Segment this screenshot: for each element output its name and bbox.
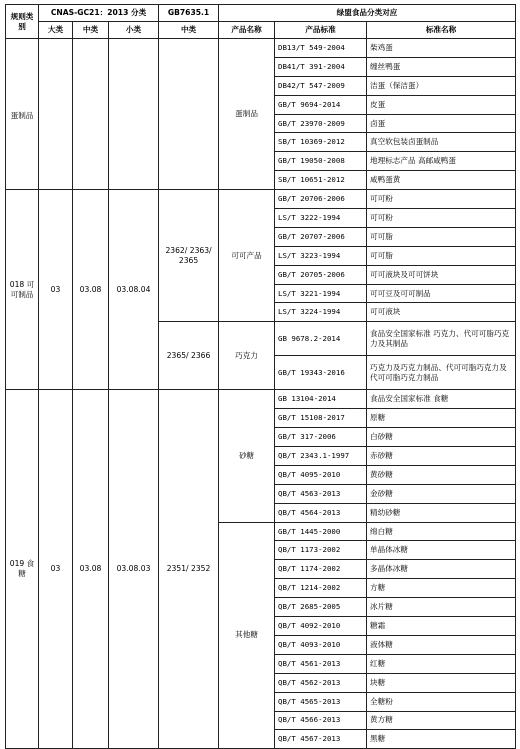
standard-name-cell: 咸鸭蛋黄 [367, 171, 516, 190]
standard-code-cell: QB/T 4561-2013 [275, 654, 367, 673]
gb-class-cell: 2365/ 2366 [159, 322, 219, 390]
header-mid-class: 中类 [73, 22, 109, 39]
standard-code-cell: QB/T 4566-2013 [275, 711, 367, 730]
standard-code-cell: GB/T 9694-2014 [275, 95, 367, 114]
big-class-cell: 03 [39, 390, 73, 749]
small-class-cell: 03.08.03 [109, 390, 159, 749]
standard-code-cell: GB/T 20705-2006 [275, 265, 367, 284]
standard-name-cell: 巧克力及巧克力制品、代可可脂巧克力及代可可脂巧克力制品 [367, 356, 516, 390]
standard-code-cell: QB/T 4092-2010 [275, 617, 367, 636]
standard-code-cell: GB 9678.2-2014 [275, 322, 367, 356]
standard-name-cell: 方糖 [367, 579, 516, 598]
standard-code-cell: QB/T 4567-2013 [275, 730, 367, 749]
standard-name-cell: 卤蛋 [367, 114, 516, 133]
standard-code-cell: QB/T 2685-2005 [275, 598, 367, 617]
standard-code-cell: GB/T 20707-2006 [275, 227, 367, 246]
header-gb-group: GB7635.1 [159, 5, 219, 22]
gb-class-cell [159, 39, 219, 190]
standard-name-cell: 白砂糖 [367, 428, 516, 447]
standard-name-cell: 柴鸡蛋 [367, 39, 516, 58]
standard-name-cell: 黄方糖 [367, 711, 516, 730]
header-gb-mid-class: 中类 [159, 22, 219, 39]
header-green-group: 绿盟食品分类对应 [219, 5, 516, 22]
standard-name-cell: 绵白糖 [367, 522, 516, 541]
mid-class-cell: 03.08 [73, 390, 109, 749]
standard-name-cell: 洁蛋（保洁蛋） [367, 76, 516, 95]
standard-name-cell: 可可脂 [367, 227, 516, 246]
standard-code-cell: LS/T 3222-1994 [275, 209, 367, 228]
standard-name-cell: 块糖 [367, 673, 516, 692]
standard-name-cell: 单晶体冰糖 [367, 541, 516, 560]
mid-class-cell: 03.08 [73, 190, 109, 390]
header-rule-category: 规则类别 [6, 5, 39, 39]
standard-code-cell: GB 13104-2014 [275, 390, 367, 409]
standard-name-cell: 精幼砂糖 [367, 503, 516, 522]
rule-category-cell: 019 食糖 [6, 390, 39, 749]
standard-code-cell: DB42/T 547-2009 [275, 76, 367, 95]
rule-category-cell: 蛋制品 [6, 39, 39, 190]
standard-name-cell: 可可液块 [367, 303, 516, 322]
small-class-cell [109, 39, 159, 190]
standard-code-cell: GB/T 19050-2008 [275, 152, 367, 171]
standard-name-cell: 金砂糖 [367, 484, 516, 503]
standard-name-cell: 原糖 [367, 409, 516, 428]
header-row-1 [6, 5, 516, 22]
standard-code-cell: QB/T 4093-2010 [275, 635, 367, 654]
standard-code-cell: QB/T 4563-2013 [275, 484, 367, 503]
product-name-cell: 其他糖 [219, 522, 275, 749]
classification-table [5, 4, 516, 749]
standard-code-cell: QB/T 4564-2013 [275, 503, 367, 522]
product-name-cell: 巧克力 [219, 322, 275, 390]
product-name-cell: 蛋制品 [219, 39, 275, 190]
standard-code-cell: LS/T 3224-1994 [275, 303, 367, 322]
standard-name-cell: 多晶体冰糖 [367, 560, 516, 579]
standard-name-cell: 皮蛋 [367, 95, 516, 114]
standard-name-cell: 冰片糖 [367, 598, 516, 617]
standard-code-cell: GB/T 23970-2009 [275, 114, 367, 133]
gb-class-cell: 2362/ 2363/ 2365 [159, 190, 219, 322]
standard-code-cell: QB/T 1214-2002 [275, 579, 367, 598]
standard-code-cell: DB13/T 549-2004 [275, 39, 367, 58]
standard-name-cell: 红糖 [367, 654, 516, 673]
standard-code-cell: GB/T 317-2006 [275, 428, 367, 447]
table-row [6, 190, 516, 209]
standard-name-cell: 可可豆及可可制品 [367, 284, 516, 303]
standard-name-cell: 可可脂 [367, 246, 516, 265]
standard-code-cell: GB/T 1445-2000 [275, 522, 367, 541]
standard-code-cell: GB/T 20706-2006 [275, 190, 367, 209]
standard-name-cell: 地理标志产品 高邮咸鸭蛋 [367, 152, 516, 171]
standard-code-cell: SB/T 10369-2012 [275, 133, 367, 152]
standard-code-cell: LS/T 3221-1994 [275, 284, 367, 303]
big-class-cell [39, 39, 73, 190]
standard-name-cell: 真空软包装卤蛋制品 [367, 133, 516, 152]
standard-code-cell: QB/T 4095-2010 [275, 465, 367, 484]
standard-name-cell: 食品安全国家标准 巧克力、代可可脂巧克力及其制品 [367, 322, 516, 356]
gb-class-cell: 2351/ 2352 [159, 390, 219, 749]
standard-name-cell: 缠丝鸭蛋 [367, 57, 516, 76]
standard-name-cell: 可可液块及可可饼块 [367, 265, 516, 284]
standard-name-cell: 黄砂糖 [367, 465, 516, 484]
table-body [6, 5, 516, 749]
header-product-name: 产品名称 [219, 22, 275, 39]
standard-code-cell: QB/T 2343.1-1997 [275, 447, 367, 466]
standard-code-cell: DB41/T 391-2004 [275, 57, 367, 76]
standard-name-cell: 赤砂糖 [367, 447, 516, 466]
header-standard-name: 标准名称 [367, 22, 516, 39]
standard-code-cell: QB/T 1173-2002 [275, 541, 367, 560]
standard-name-cell: 全糖粉 [367, 692, 516, 711]
table-row [6, 39, 516, 58]
standard-name-cell: 食品安全国家标准 食糖 [367, 390, 516, 409]
product-name-cell: 可可产品 [219, 190, 275, 322]
small-class-cell: 03.08.04 [109, 190, 159, 390]
standard-code-cell: LS/T 3223-1994 [275, 246, 367, 265]
product-name-cell: 砂糖 [219, 390, 275, 522]
standard-name-cell: 可可粉 [367, 190, 516, 209]
header-row-2 [6, 22, 516, 39]
standard-code-cell: GB/T 19343-2016 [275, 356, 367, 390]
standard-name-cell: 糖霜 [367, 617, 516, 636]
standard-code-cell: GB/T 15108-2017 [275, 409, 367, 428]
header-small-class: 小类 [109, 22, 159, 39]
standard-code-cell: QB/T 4562-2013 [275, 673, 367, 692]
standard-code-cell: QB/T 4565-2013 [275, 692, 367, 711]
standard-name-cell: 黑糖 [367, 730, 516, 749]
mid-class-cell [73, 39, 109, 190]
big-class-cell: 03 [39, 190, 73, 390]
rule-category-cell: 018 可可制品 [6, 190, 39, 390]
header-product-standard: 产品标准 [275, 22, 367, 39]
header-cnas-group: CNAS-GC21：2013 分类 [39, 5, 159, 22]
standard-code-cell: SB/T 10651-2012 [275, 171, 367, 190]
standard-name-cell: 液体糖 [367, 635, 516, 654]
standard-code-cell: QB/T 1174-2002 [275, 560, 367, 579]
table-row [6, 390, 516, 409]
standard-name-cell: 可可粉 [367, 209, 516, 228]
header-big-class: 大类 [39, 22, 73, 39]
